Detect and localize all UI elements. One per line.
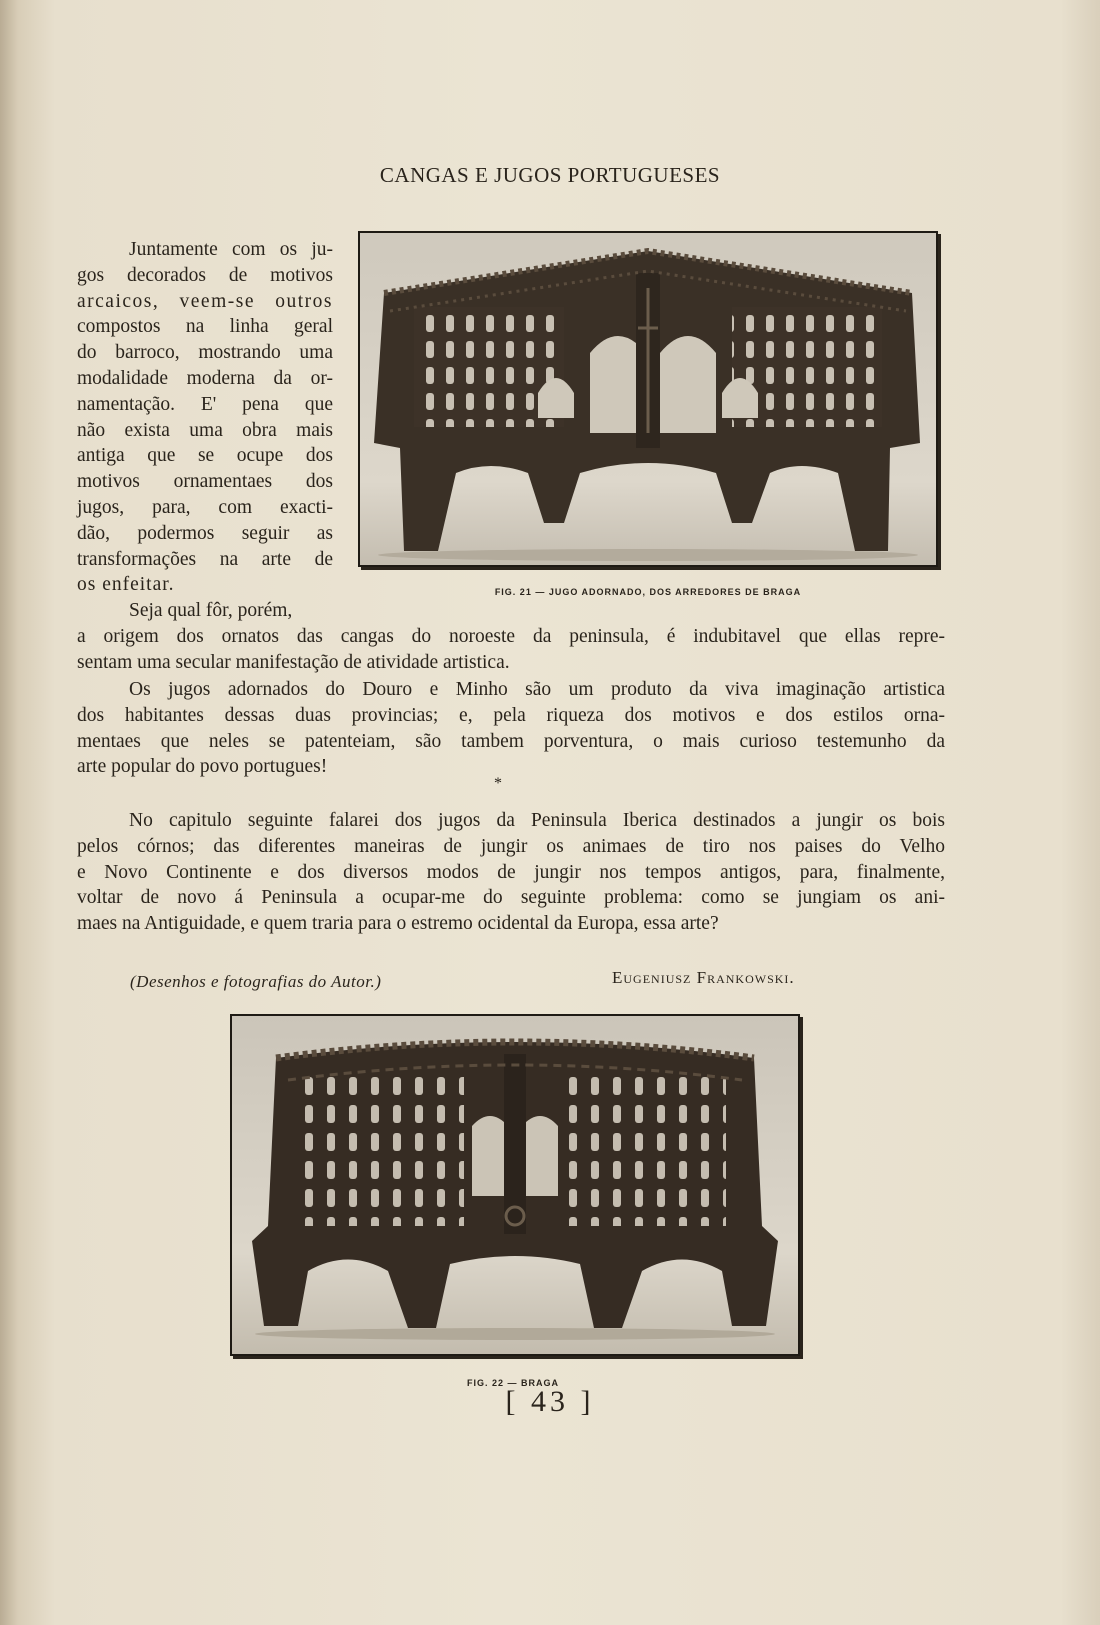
text-line: e Novo Continente e dos diversos modos de jungir nos tempos antigos, para, finalmente, xyxy=(77,861,945,883)
intro-paragraph xyxy=(77,237,333,624)
text-line: maes na Antiguidade, e quem traria para o estremo ocidental da Europa, essa arte? xyxy=(77,913,719,935)
text-line: antiga que se ocupe dos xyxy=(77,445,333,467)
text-line: voltar de novo á Peninsula a ocupar-me do seguinte problema: como se jungiam os ani- xyxy=(77,887,945,909)
paragraph-next-chapter xyxy=(77,808,945,937)
text-line: não exista uma obra mais xyxy=(77,419,333,441)
text-line: Seja qual fôr, porém, xyxy=(129,600,293,622)
text-line: dos habitantes dessas duas provincias; e, pela riqueza dos motivos e dos estilos orna- xyxy=(77,704,945,726)
section-separator: * xyxy=(494,775,502,792)
text-line: arte popular do povo portugues! xyxy=(77,756,328,778)
text-line: dão, podermos seguir as xyxy=(77,522,333,544)
text-line: modalidade moderna da or- xyxy=(77,367,333,389)
text-line: mentaes que neles se patenteiam, são tambem porventura, o mais curioso testemunho da xyxy=(77,730,945,752)
text-line: gos decorados de motivos xyxy=(77,264,333,286)
figure-22-caption: FIG. 22 — BRAGA xyxy=(466,1378,559,1388)
ornate-yoke-image xyxy=(360,233,936,565)
paragraph-douro-minho xyxy=(77,677,945,780)
text-line: jugos, para, com exacti- xyxy=(77,496,333,518)
text-line: sentam uma secular manifestação de atividade artistica. xyxy=(77,651,510,673)
text-line: arcaicos, veem-se outros xyxy=(77,290,333,312)
figure-21-photo xyxy=(358,231,938,567)
photo-credit: (Desenhos e fotografias do Autor.) xyxy=(130,972,382,991)
text-line: compostos na linha geral xyxy=(77,316,333,338)
text-line: namentação. E' pena que xyxy=(77,393,333,415)
page-number: [ 43 ] xyxy=(505,1385,595,1418)
text-line: a origem dos ornatos das cangas do noroeste da peninsula, é indubitavel que ellas repre- xyxy=(77,626,945,647)
ornate-yoke-image xyxy=(232,1016,798,1354)
figure-21-caption: FIG. 21 — JUGO ADORNADO, DOS ARREDORES DE BRAGA xyxy=(494,587,802,597)
text-line: No capitulo seguinte falarei dos jugos da Peninsula Iberica destinados a jungir os bois xyxy=(129,810,945,831)
text-line: motivos ornamentaes dos xyxy=(77,471,333,493)
text-line: Juntamente com os ju- xyxy=(129,239,333,260)
text-line: do barroco, mostrando uma xyxy=(77,342,333,364)
author-signature: Eugeniusz Frankowski. xyxy=(612,968,795,987)
text-line: Os jugos adornados do Douro e Minho são um produto da viva imaginação artistica xyxy=(129,679,945,700)
figure-22-photo xyxy=(230,1014,800,1356)
text-line: os enfeitar. xyxy=(77,574,175,596)
paragraph-origin xyxy=(77,624,945,676)
text-line: pelos córnos; das diferentes maneiras de jungir os animaes de tiro nos paises do Velho xyxy=(77,835,945,857)
text-line: transformações na arte de xyxy=(77,548,333,570)
running-header: CANGAS E JUGOS PORTUGUESES xyxy=(379,163,721,187)
